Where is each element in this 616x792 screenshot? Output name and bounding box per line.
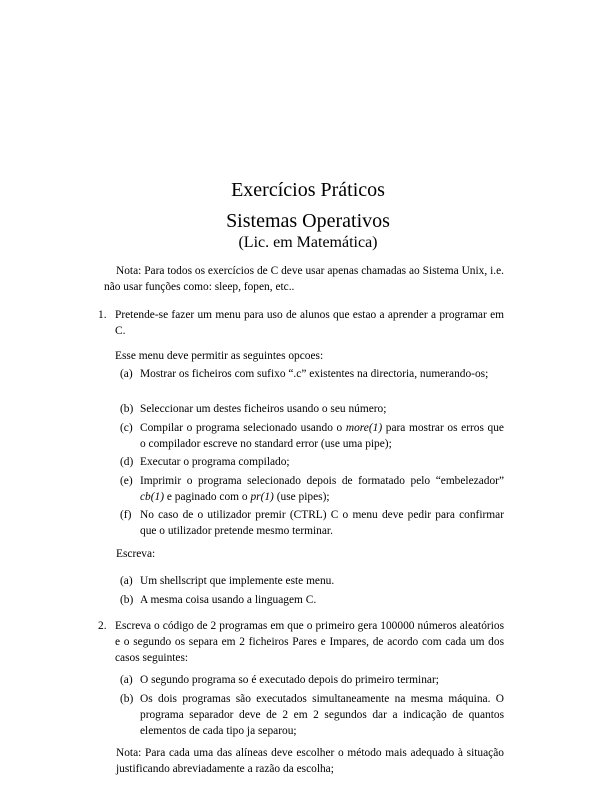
command-name: more(1) (345, 422, 383, 434)
item-label: (d) (120, 456, 134, 468)
general-note-text: Nota: Para todos os exercícios de C deve usar apenas chamadas ao Sistema Unix, i.e. não usar funções como: sleep, fopen, etc.. (104, 265, 504, 293)
item-text-part: e paginado com o (166, 491, 248, 503)
item-text-part: Imprimir o programa selecionado depois de formatado pelo “embelezador” (140, 475, 504, 487)
item-text-part: para mostrar os erros que o compilador escreve no standard error (use uma pipe); (140, 422, 504, 450)
exercise-lead: Esse menu deve permitir as seguintes opcoes: (115, 350, 324, 362)
item-label: (b) (120, 693, 134, 705)
item-label: (a) (120, 368, 133, 380)
list-item (120, 592, 504, 608)
exercise-intro: Escreva o código de 2 programas em que o primeiro gera 100000 números aleatórios e o segundo os separa em 2 ficheiros Pares e Impares, de acordo com cada um dos casos seguintes: (115, 620, 504, 664)
item-text: Mostrar os ficheiros com sufixo “.c” existentes na directoria, numerando-os; (140, 368, 489, 380)
subtitle-heading: Sistemas Operativos (226, 210, 390, 232)
list-item (120, 691, 504, 739)
command-name: cb(1) (140, 491, 165, 503)
item-label: (a) (120, 674, 133, 686)
item-text: A mesma coisa usando a linguagem C. (140, 594, 317, 606)
command-name: pr(1) (250, 491, 274, 503)
item-text: Executar o programa compilado; (140, 456, 290, 468)
item-text: No caso de o utilizador premir (CTRL) C o menu deve pedir para confirmar que o utilizador pretende mesmo terminar. (140, 509, 504, 537)
item-text-part: Compilar o programa selecionado usando o (140, 422, 343, 434)
item-text: O segundo programa so é executado depois do primeiro terminar; (140, 674, 439, 686)
list-item (120, 507, 504, 539)
title-heading: Exercícios Práticos (231, 179, 385, 201)
exercise-number: 2. (98, 620, 107, 632)
general-note (104, 263, 504, 295)
final-note (116, 745, 504, 777)
list-item (120, 573, 504, 589)
final-note-text: Nota: Para cada uma das alíneas deve escolher o método mais adequado à situação justificando abreviadamente a razão da escolha; (116, 747, 504, 775)
exercise-2 (98, 618, 504, 666)
item-text: Os dois programas são executados simultaneamente na mesma máquina. O programa separador deve de 2 em 2 segundos dar a indicação de quantos elementos de cada tipo ja separou; (140, 693, 504, 737)
list-item (120, 473, 504, 505)
list-item (120, 672, 504, 688)
item-label: (b) (120, 594, 134, 606)
course-subtitle: (Lic. em Matemática) (238, 234, 378, 251)
item-label: (a) (120, 575, 133, 587)
item-text (140, 473, 504, 505)
item-label: (b) (120, 403, 134, 415)
list-item (120, 420, 504, 452)
list-item (120, 454, 504, 470)
item-text: Um shellscript que implemente este menu. (140, 575, 335, 587)
exercise-number: 1. (98, 309, 107, 321)
item-label: (c) (120, 422, 133, 434)
list-item (120, 401, 504, 417)
write-label (116, 546, 504, 562)
item-text: Seleccionar um destes ficheiros usando o seu número; (140, 403, 387, 415)
item-label: (f) (120, 509, 132, 521)
exercise-intro: Pretende-se fazer um menu para uso de alunos que estao a aprender a programar em C. (115, 309, 504, 337)
list-item (120, 366, 504, 382)
exercise-1 (98, 307, 504, 364)
write-label-text: Escreva: (116, 548, 156, 560)
item-label: (e) (120, 475, 133, 487)
item-text-part: (use pipes); (276, 491, 330, 503)
title-block (0, 178, 616, 253)
item-text (140, 420, 504, 452)
